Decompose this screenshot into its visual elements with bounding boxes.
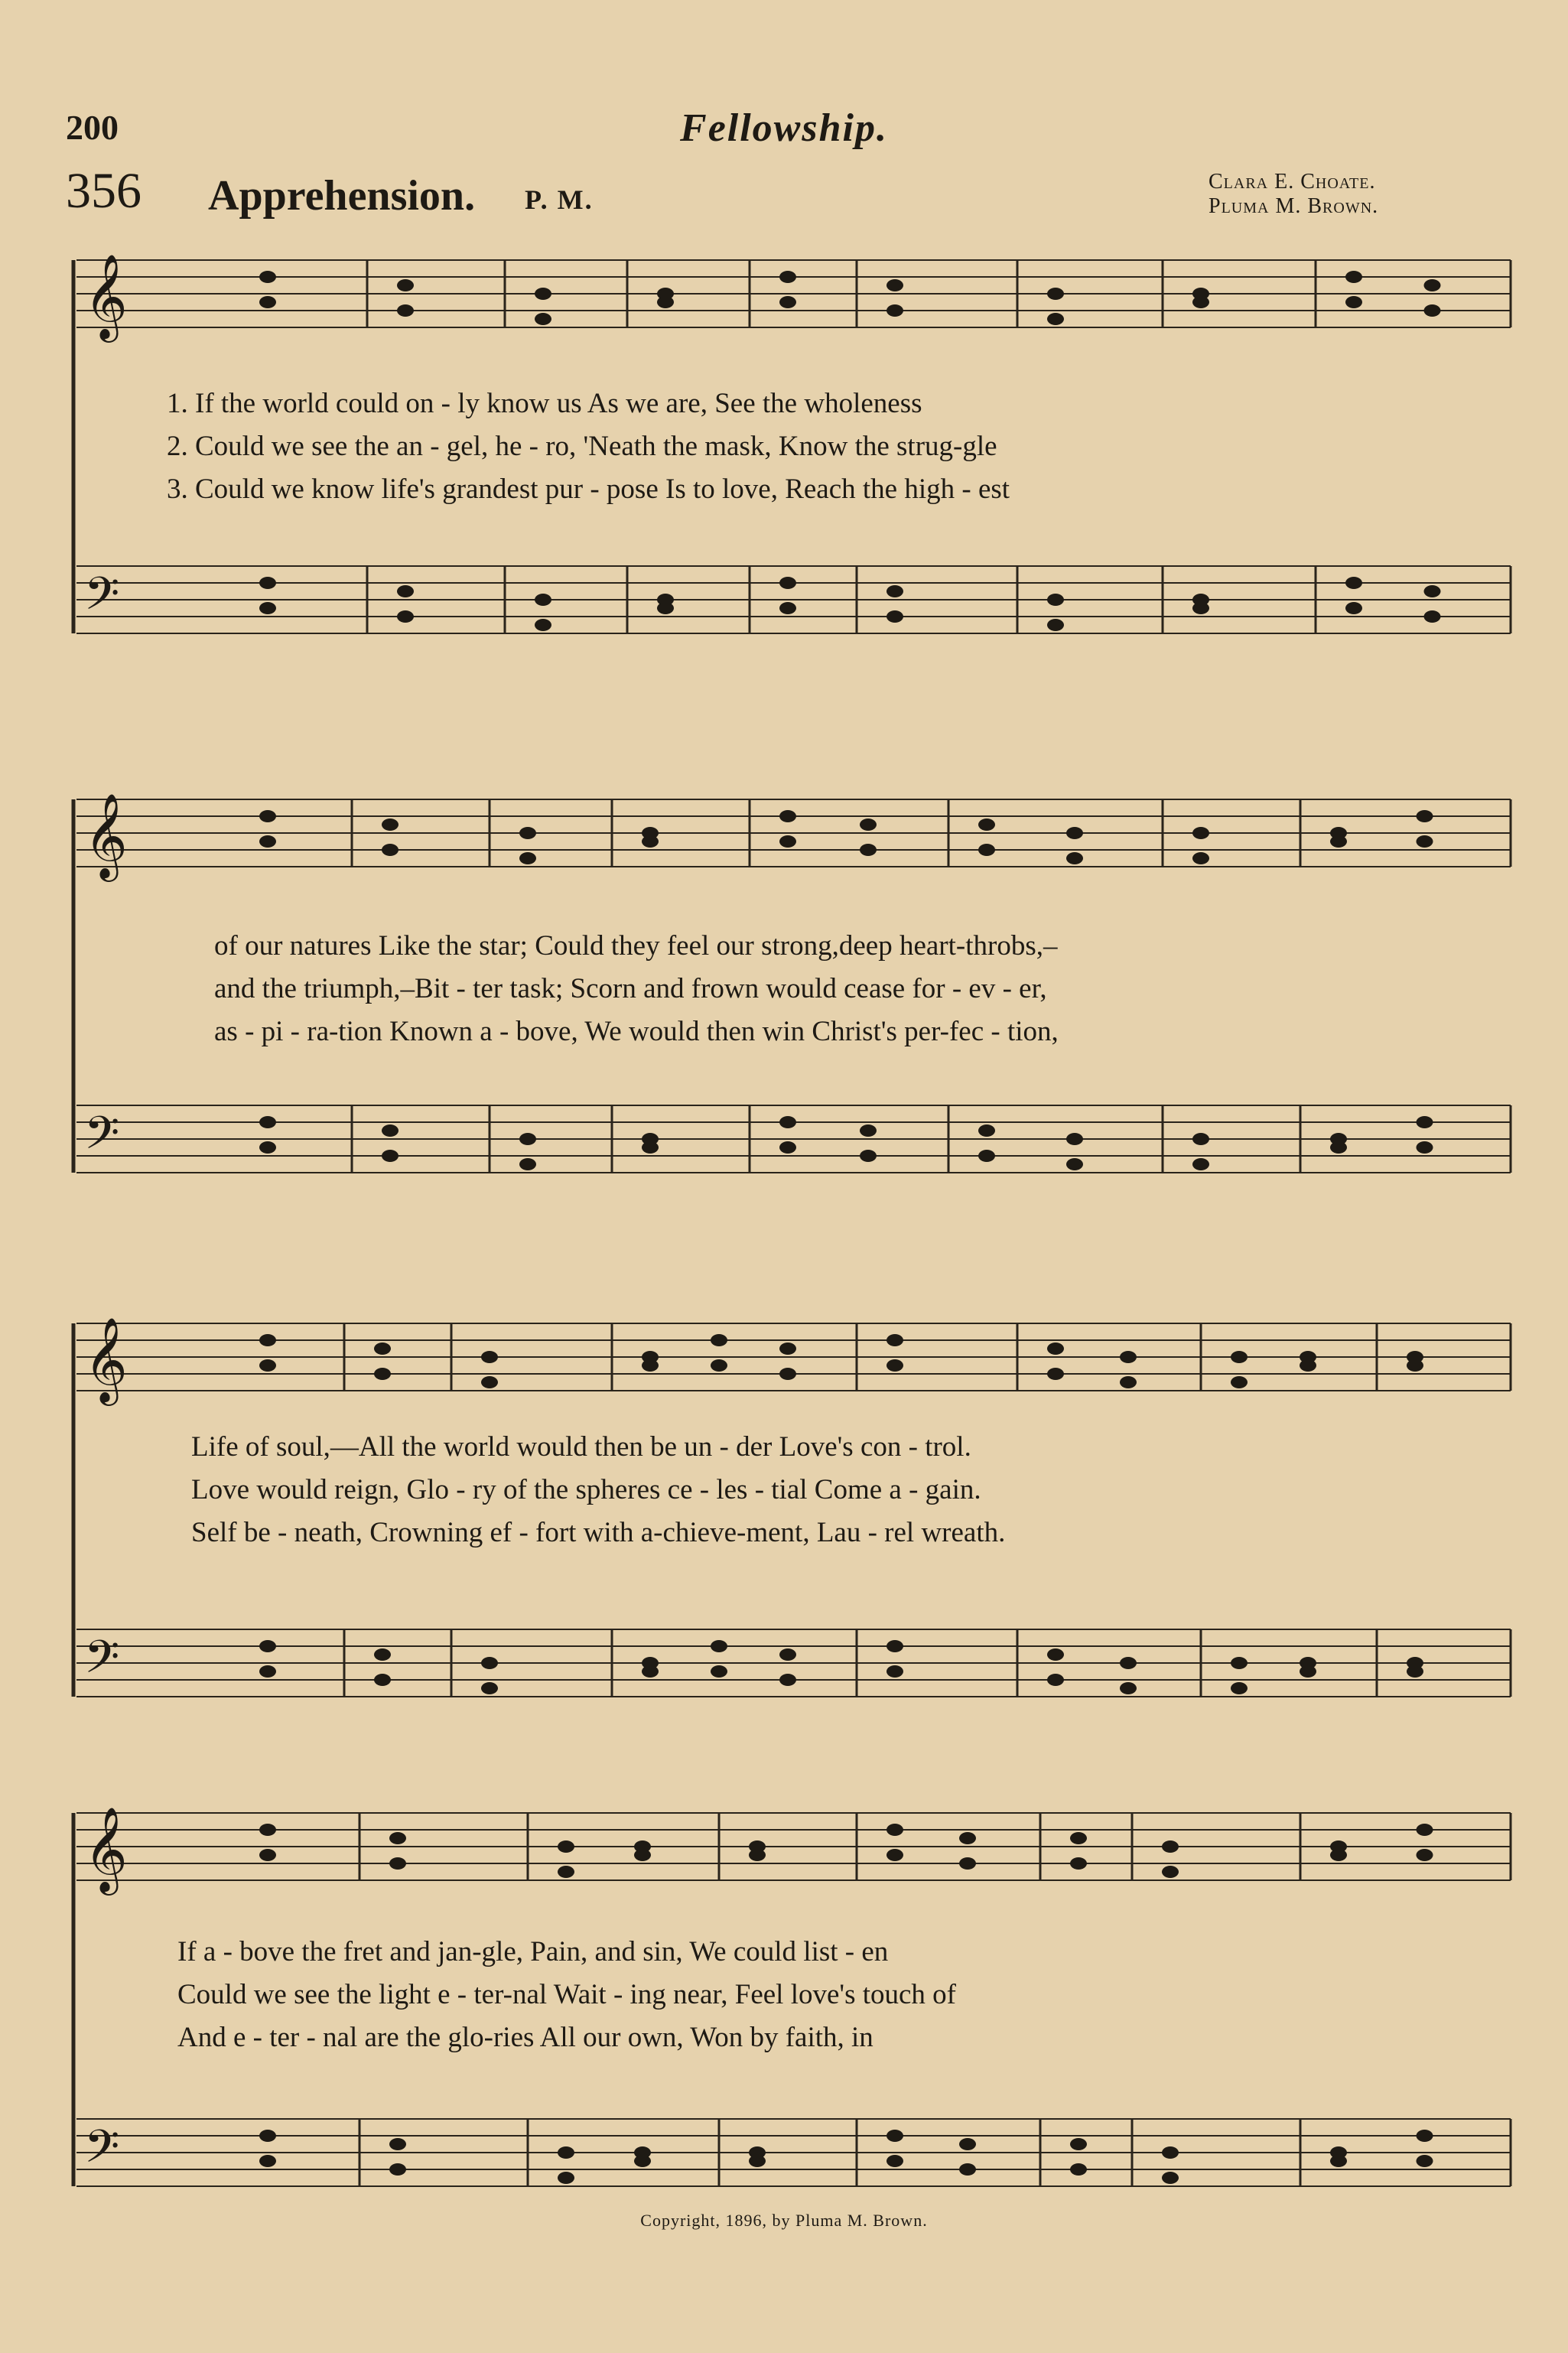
note-head (1330, 2146, 1347, 2159)
bass-clef-icon: 𝄢 (84, 1632, 120, 1694)
note-head (1300, 1657, 1316, 1669)
note-head (1120, 1351, 1137, 1363)
note-head (978, 1124, 995, 1137)
note-head (779, 296, 796, 308)
note-head (1192, 594, 1209, 606)
running-head: Fellowship. (680, 106, 888, 150)
note-head (259, 1116, 276, 1128)
lyric-verse-2: 2. Could we see the an - gel, he - ro, 'Neath the mask, Know the strug-gle (167, 431, 997, 462)
note-head (886, 1334, 903, 1346)
note-head (259, 1141, 276, 1154)
note-head (382, 1150, 399, 1162)
note-head (1066, 827, 1083, 839)
note-head (535, 313, 551, 325)
note-head (519, 852, 536, 864)
note-head (711, 1334, 727, 1346)
note-head (1070, 2138, 1087, 2150)
note-head (259, 602, 276, 614)
note-head (886, 1359, 903, 1372)
note-head (1066, 1133, 1083, 1145)
note-head (1066, 1158, 1083, 1170)
note-head (779, 1674, 796, 1686)
note-head (535, 288, 551, 300)
note-head (374, 1674, 391, 1686)
note-head (389, 1832, 406, 1844)
note-head (397, 610, 414, 623)
lyric-verse-3: as - pi - ra-tion Known a - bove, We would then win Christ's per-fec - tion, (214, 1016, 1059, 1047)
treble-clef-icon: 𝄞 (84, 1319, 128, 1401)
note-head (389, 2163, 406, 2176)
note-head (1417, 1849, 1433, 1861)
note-head (959, 2138, 976, 2150)
note-head (1407, 1351, 1423, 1363)
note-head (519, 1158, 536, 1170)
note-head (374, 1368, 391, 1380)
note-head (1330, 1840, 1347, 1853)
note-head (1424, 304, 1441, 317)
note-head (749, 1840, 766, 1853)
note-head (259, 1334, 276, 1346)
note-head (558, 2146, 574, 2159)
lyric-verse-2: Could we see the light e - ter-nal Wait - ing near, Feel love's touch of (177, 1979, 956, 2010)
note-head (779, 577, 796, 589)
note-head (886, 1665, 903, 1678)
note-head (481, 1682, 498, 1694)
note-head (779, 271, 796, 283)
note-head (860, 1150, 877, 1162)
note-head (1330, 827, 1347, 839)
note-head (259, 1665, 276, 1678)
note-head (1231, 1376, 1248, 1388)
note-head (779, 1116, 796, 1128)
note-head (382, 1124, 399, 1137)
note-head (978, 844, 995, 856)
treble-staff (76, 260, 1511, 327)
note-head (1330, 1133, 1347, 1145)
lyric-verse-2: Love would reign, Glo - ry of the spheres ce - les - tial Come a - gain. (191, 1474, 981, 1505)
note-head (642, 827, 659, 839)
note-head (1417, 2155, 1433, 2167)
note-head (1070, 1857, 1087, 1870)
note-head (1047, 1674, 1064, 1686)
note-head (642, 1133, 659, 1145)
treble-clef-icon: 𝄞 (84, 1808, 128, 1890)
note-head (535, 594, 551, 606)
lyric-verse-3: And e - ter - nal are the glo-ries All our own, Won by faith, in (177, 2022, 873, 2053)
note-head (1345, 271, 1362, 283)
note-head (1120, 1376, 1137, 1388)
note-head (779, 1368, 796, 1380)
note-head (779, 602, 796, 614)
note-head (259, 2155, 276, 2167)
note-head (886, 2130, 903, 2142)
note-head (886, 279, 903, 291)
note-head (886, 304, 903, 317)
note-head (1047, 1342, 1064, 1355)
note-head (711, 1665, 727, 1678)
note-head (1231, 1657, 1248, 1669)
note-head (481, 1351, 498, 1363)
note-head (1424, 585, 1441, 597)
note-head (1192, 852, 1209, 864)
note-head (259, 835, 276, 848)
hymn-meter: P. M. (525, 184, 594, 215)
note-head (382, 819, 399, 831)
hymn-title: Apprehension. (208, 172, 476, 220)
note-head (642, 1657, 659, 1669)
note-head (860, 1124, 877, 1137)
note-head (558, 1866, 574, 1878)
note-head (886, 1640, 903, 1652)
note-head (959, 1832, 976, 1844)
note-head (259, 1849, 276, 1861)
note-head (1192, 1158, 1209, 1170)
note-head (779, 1648, 796, 1661)
lyric-verse-1: 1. If the world could on - ly know us As we are, See the wholeness (167, 388, 922, 419)
note-head (886, 2155, 903, 2167)
note-head (886, 585, 903, 597)
note-head (1162, 1866, 1179, 1878)
note-head (1417, 1824, 1433, 1836)
treble-staff (76, 1813, 1511, 1880)
note-head (519, 827, 536, 839)
bass-clef-icon: 𝄢 (84, 569, 120, 630)
note-head (382, 844, 399, 856)
note-head (642, 1351, 659, 1363)
treble-staff (76, 799, 1511, 867)
note-head (1070, 1832, 1087, 1844)
note-head (259, 2130, 276, 2142)
note-head (1231, 1682, 1248, 1694)
note-head (389, 2138, 406, 2150)
note-head (481, 1657, 498, 1669)
lyric-verse-3: Self be - neath, Crowning ef - fort with a-chieve-ment, Lau - rel wreath. (191, 1517, 1006, 1548)
note-head (959, 1857, 976, 1870)
note-head (558, 1840, 574, 1853)
note-head (1162, 1840, 1179, 1853)
bass-staff (76, 1629, 1511, 1697)
note-head (1417, 1116, 1433, 1128)
note-head (259, 577, 276, 589)
note-head (1192, 1133, 1209, 1145)
note-head (1407, 1657, 1423, 1669)
note-head (1070, 2163, 1087, 2176)
note-head (860, 819, 877, 831)
note-head (1417, 1141, 1433, 1154)
note-head (1424, 610, 1441, 623)
note-head (259, 271, 276, 283)
note-head (978, 819, 995, 831)
note-head (779, 810, 796, 822)
bass-clef-icon: 𝄢 (84, 2122, 120, 2183)
note-head (519, 1133, 536, 1145)
lyric-verse-2: and the triumph,–Bit - ter task; Scorn and frown would cease for - ev - er, (214, 973, 1047, 1004)
treble-clef-icon: 𝄞 (84, 255, 128, 337)
note-head (1047, 1368, 1064, 1380)
note-head (535, 619, 551, 631)
treble-staff (76, 1323, 1511, 1391)
note-head (779, 1141, 796, 1154)
note-head (481, 1376, 498, 1388)
note-head (1047, 313, 1064, 325)
note-head (1345, 296, 1362, 308)
note-head (1047, 619, 1064, 631)
note-head (634, 2146, 651, 2159)
note-head (397, 585, 414, 597)
notation-staves-4 (0, 1798, 1568, 2226)
note-head (1345, 602, 1362, 614)
note-head (1192, 827, 1209, 839)
note-head (860, 844, 877, 856)
hymn-number: 356 (66, 163, 142, 219)
note-head (397, 304, 414, 317)
lyricist-credit: Clara E. Choate. (1209, 170, 1376, 194)
note-head (1120, 1682, 1137, 1694)
note-head (1047, 288, 1064, 300)
note-head (1162, 2172, 1179, 2184)
note-head (1417, 2130, 1433, 2142)
bass-staff (76, 566, 1511, 633)
note-head (749, 2146, 766, 2159)
note-head (779, 835, 796, 848)
note-head (389, 1857, 406, 1870)
page-number: 200 (66, 108, 119, 147)
note-head (959, 2163, 976, 2176)
note-head (886, 1824, 903, 1836)
bass-staff (76, 2119, 1511, 2186)
note-head (1192, 288, 1209, 300)
note-head (1345, 577, 1362, 589)
note-head (978, 1150, 995, 1162)
note-head (886, 610, 903, 623)
treble-clef-icon: 𝄞 (84, 795, 128, 877)
note-head (259, 810, 276, 822)
note-head (779, 1342, 796, 1355)
note-head (1066, 852, 1083, 864)
note-head (886, 1849, 903, 1861)
lyric-verse-1: of our natures Like the star; Could they feel our strong,deep heart-throbs,– (214, 930, 1058, 962)
note-head (1300, 1351, 1316, 1363)
credits (1209, 170, 1378, 219)
note-head (1162, 2146, 1179, 2159)
note-head (1417, 810, 1433, 822)
note-head (711, 1359, 727, 1372)
note-head (374, 1648, 391, 1661)
note-head (259, 1824, 276, 1836)
note-head (711, 1640, 727, 1652)
note-head (1047, 1648, 1064, 1661)
lyric-verse-3: 3. Could we know life's grandest pur - pose Is to love, Reach the high - est (167, 474, 1010, 505)
note-head (397, 279, 414, 291)
note-head (1120, 1657, 1137, 1669)
note-head (1047, 594, 1064, 606)
bass-staff (76, 1105, 1511, 1173)
note-head (259, 1359, 276, 1372)
note-head (558, 2172, 574, 2184)
note-head (259, 296, 276, 308)
note-head (1417, 835, 1433, 848)
lyric-verse-1: Life of soul,—All the world would then be un - der Love's con - trol. (191, 1431, 971, 1463)
note-head (259, 1640, 276, 1652)
bass-clef-icon: 𝄢 (84, 1108, 120, 1170)
copyright-notice: Copyright, 1896, by Pluma M. Brown. (640, 2211, 928, 2230)
note-head (657, 288, 674, 300)
composer-credit: Pluma M. Brown. (1209, 194, 1379, 218)
note-head (634, 1840, 651, 1853)
note-head (1424, 279, 1441, 291)
note-head (374, 1342, 391, 1355)
lyric-verse-1: If a - bove the fret and jan-gle, Pain, and sin, We could list - en (177, 1936, 889, 1967)
note-head (1231, 1351, 1248, 1363)
note-head (657, 594, 674, 606)
